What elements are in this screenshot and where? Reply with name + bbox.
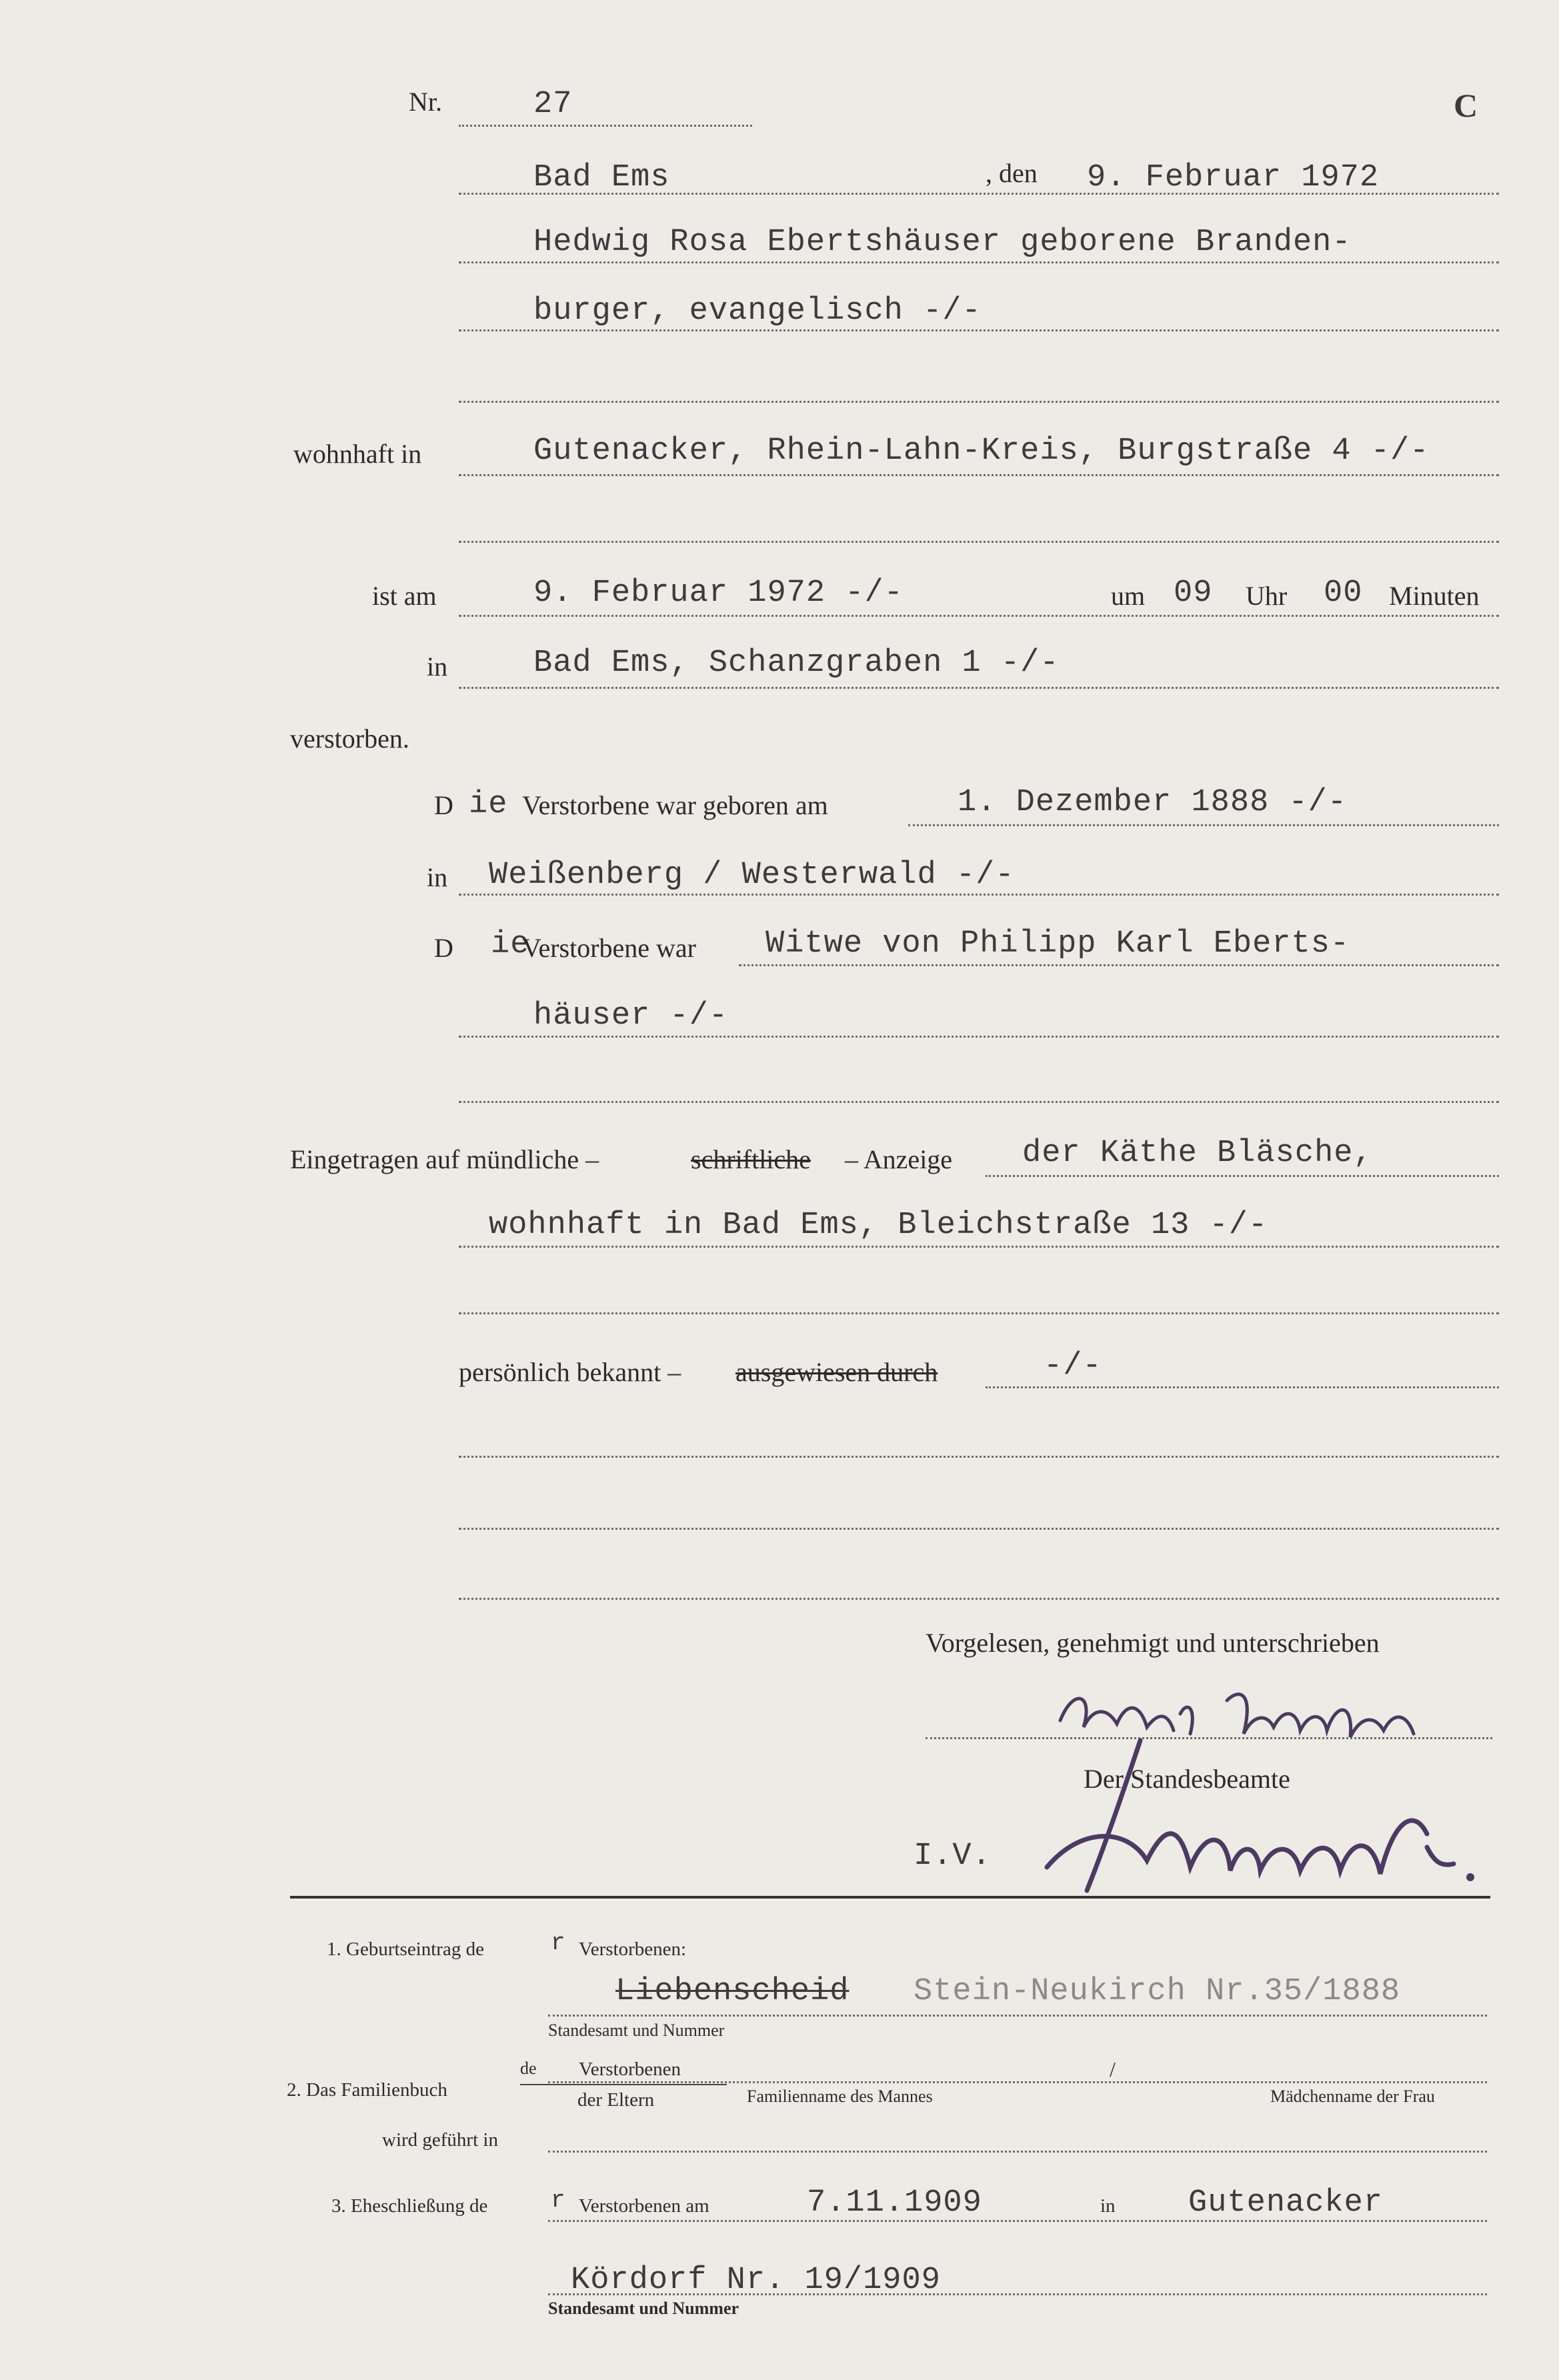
registry-place: Bad Ems bbox=[533, 160, 670, 195]
blank-line1 bbox=[459, 401, 1499, 403]
death-date: 9. Februar 1972 -/- bbox=[533, 575, 904, 611]
birth-date: 1. Dezember 1888 -/- bbox=[958, 785, 1348, 820]
item2-fraction-bar bbox=[520, 2084, 727, 2085]
blank-line3 bbox=[459, 1101, 1499, 1103]
birth-ie-typed: ie bbox=[469, 787, 508, 822]
um-label: um bbox=[1111, 581, 1146, 611]
eingetragen-label: Eingetragen auf mündliche – bbox=[290, 1144, 599, 1174]
marriage-place: Gutenacker bbox=[1188, 2185, 1384, 2221]
item2-frau: Mädchenname der Frau bbox=[1270, 2087, 1435, 2106]
item2-rule2 bbox=[548, 2151, 1487, 2153]
item1-r: r bbox=[551, 1929, 566, 1957]
spouse-line1-rule bbox=[739, 964, 1499, 966]
item3-label: 3. Eheschließung de bbox=[331, 2195, 488, 2217]
item3-label2: Verstorbenen am bbox=[579, 2195, 709, 2217]
blank-line4 bbox=[459, 1312, 1499, 1314]
date-line bbox=[459, 193, 1499, 195]
item2-gefuehrt: wird geführt in bbox=[382, 2129, 498, 2151]
birth-place-line bbox=[459, 894, 1499, 896]
birth-in-label: in bbox=[427, 862, 448, 892]
nr-label: Nr. bbox=[409, 87, 442, 117]
wohnhaft-label: wohnhaft in bbox=[293, 439, 422, 469]
item1-label2: Verstorbenen: bbox=[579, 1939, 687, 1960]
iv-label: I.V. bbox=[914, 1839, 992, 1874]
residence-address: Gutenacker, Rhein-Lahn-Kreis, Burgstraße 4 -/- bbox=[533, 433, 1430, 469]
informant-line1-rule bbox=[986, 1175, 1499, 1177]
ausgewiesen-struck: ausgewiesen durch bbox=[735, 1357, 938, 1387]
schriftliche-struck: schriftliche bbox=[691, 1144, 811, 1174]
informant-line1: der Käthe Bläsche, bbox=[1022, 1136, 1373, 1171]
birth-label: Verstorbene war geboren am bbox=[522, 790, 828, 820]
den-label: , den bbox=[986, 158, 1038, 188]
item3-rule2 bbox=[548, 2293, 1487, 2295]
bekannt-label: persönlich bekannt – bbox=[459, 1357, 681, 1387]
item2-label: 2. Das Familienbuch bbox=[287, 2079, 447, 2101]
item2-de: de bbox=[520, 2059, 537, 2078]
corner-letter: C bbox=[1454, 87, 1478, 124]
uhr-label: Uhr bbox=[1246, 581, 1288, 611]
blank-line6 bbox=[459, 1528, 1499, 1530]
spouse-line1: Witwe von Philipp Karl Eberts- bbox=[765, 926, 1350, 962]
nr-line bbox=[459, 125, 752, 127]
marriage-date: 7.11.1909 bbox=[807, 2185, 982, 2221]
birth-d-label: D bbox=[434, 790, 453, 820]
standesamt-label2: Standesamt und Nummer bbox=[548, 2299, 739, 2318]
informant-line2: wohnhaft in Bad Ems, Bleichstraße 13 -/- bbox=[489, 1208, 1268, 1243]
entry-number: 27 bbox=[533, 87, 573, 122]
death-in-label: in bbox=[427, 652, 448, 682]
bekannt-value: -/- bbox=[1044, 1348, 1102, 1384]
spouse-label: Verstorbene war bbox=[522, 933, 696, 963]
standesamt-label: Standesamt und Nummer bbox=[548, 2021, 725, 2040]
birth-place: Weißenberg / Westerwald -/- bbox=[489, 858, 1015, 893]
bekannt-rule bbox=[986, 1386, 1499, 1388]
ist-am-label: ist am bbox=[372, 581, 437, 611]
minuten-label: Minuten bbox=[1389, 581, 1480, 611]
item3-rule bbox=[548, 2220, 1487, 2222]
deceased-name-line2: burger, evangelisch -/- bbox=[533, 293, 982, 329]
death-date-line bbox=[459, 615, 1499, 617]
verstorben-label: verstorben. bbox=[290, 724, 409, 754]
item2-rule bbox=[548, 2081, 1487, 2083]
death-place: Bad Ems, Schanzgraben 1 -/- bbox=[533, 646, 1060, 681]
blank-line2 bbox=[459, 541, 1499, 543]
death-hour: 09 bbox=[1174, 575, 1213, 611]
name-line1 bbox=[459, 261, 1499, 263]
spouse-line2-rule bbox=[459, 1036, 1499, 1038]
item2-eltern: der Eltern bbox=[577, 2089, 655, 2111]
spouse-ie-typed: ie bbox=[491, 927, 530, 962]
item1-label: 1. Geburtseintrag de bbox=[327, 1939, 484, 1960]
spouse-line2: häuser -/- bbox=[533, 998, 729, 1034]
blank-line7 bbox=[459, 1598, 1499, 1600]
informant-line2-rule bbox=[459, 1246, 1499, 1248]
item1-rule bbox=[548, 2015, 1487, 2017]
item2-mann: Familienname des Mannes bbox=[747, 2087, 933, 2106]
item2-slash: / bbox=[1110, 2057, 1116, 2081]
death-minute: 00 bbox=[1324, 575, 1363, 611]
section-divider bbox=[290, 1896, 1490, 1899]
birth-date-line bbox=[908, 824, 1499, 826]
deceased-name-line1: Hedwig Rosa Ebertshäuser geborene Branden- bbox=[533, 225, 1352, 260]
official-signature bbox=[1027, 1727, 1494, 1901]
item3-in: in bbox=[1100, 2195, 1116, 2217]
vorgelesen-label: Vorgelesen, genehmigt und unterschrieben bbox=[926, 1628, 1380, 1658]
address-line bbox=[459, 474, 1499, 476]
spouse-d-label: D bbox=[434, 933, 453, 963]
item3-r: r bbox=[551, 2187, 566, 2214]
marriage-registry: Kördorf Nr. 19/1909 bbox=[571, 2263, 941, 2298]
anzeige-label: – Anzeige bbox=[845, 1144, 953, 1174]
item2-verstorbenen: Verstorbenen bbox=[579, 2059, 681, 2080]
birth-registry-entry: Stein-Neukirch Nr.35/1888 bbox=[914, 1974, 1401, 2009]
death-place-line bbox=[459, 687, 1499, 689]
standesbeamte-label: Der Standesbeamte bbox=[1084, 1764, 1290, 1794]
item1-struck-place: Liebenscheid bbox=[615, 1974, 850, 2009]
name-line2 bbox=[459, 329, 1499, 331]
registry-date: 9. Februar 1972 bbox=[1087, 160, 1380, 195]
blank-line5 bbox=[459, 1456, 1499, 1458]
